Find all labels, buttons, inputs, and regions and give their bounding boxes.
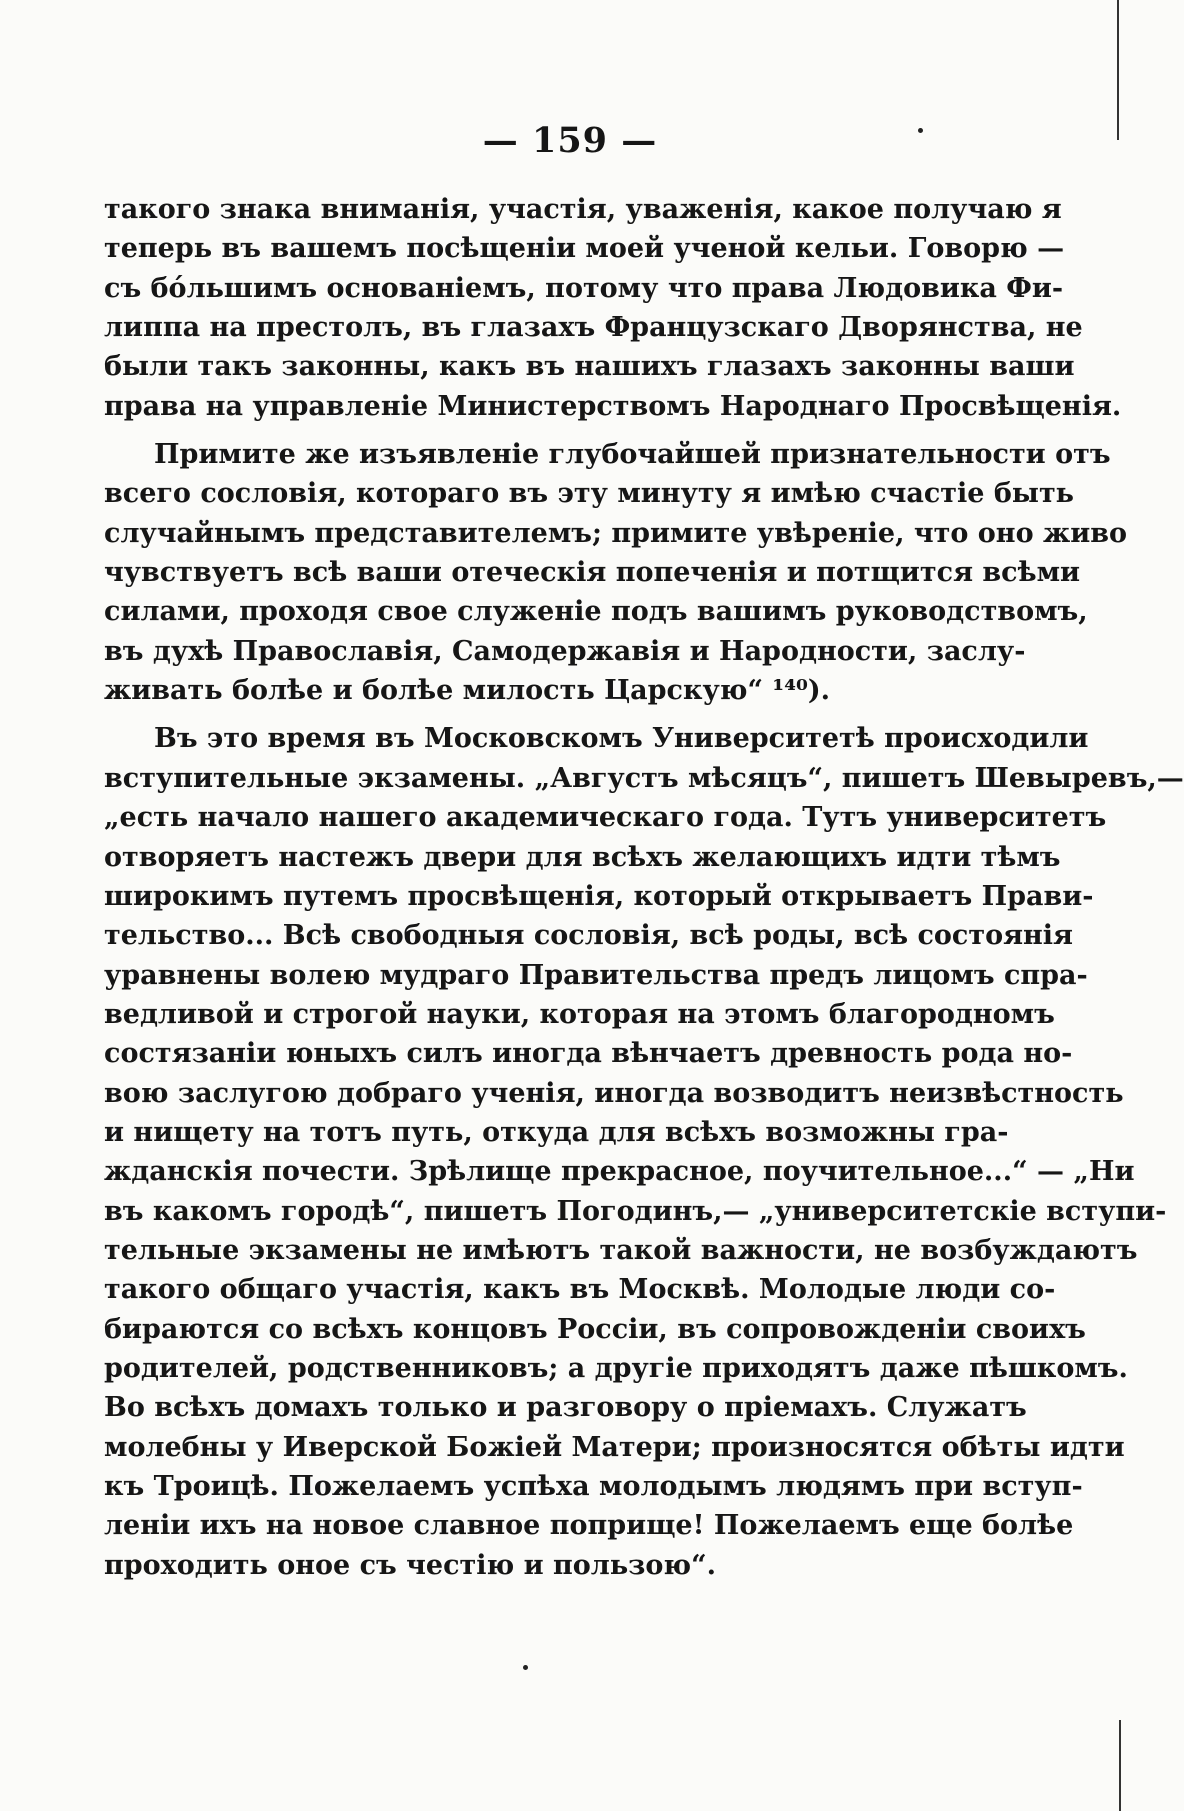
- text-line: проходить оное съ честію и пользою“.: [104, 1549, 717, 1581]
- text-line: тельные экзамены не имѣютъ такой важности, не возбуждаютъ: [104, 1234, 1138, 1266]
- text-line: и нищету на тотъ путь, откуда для всѣхъ возможны гра-: [104, 1116, 1009, 1148]
- text-line: молебны у Иверской Божіей Матери; произносятся обѣты идти: [104, 1431, 1125, 1463]
- text-line: Во всѣхъ домахъ только и разговору о пріемахъ. Служатъ: [104, 1392, 1027, 1424]
- page-number: — 159 —: [482, 120, 658, 161]
- text-line: липпа на престолъ, въ глазахъ Французскаго Дворянства, не: [104, 312, 1083, 344]
- text-line: къ Троицѣ. Пожелаемъ успѣха молодымъ людямъ при вступ-: [104, 1471, 1083, 1502]
- text-line: отворяетъ настежъ двери для всѣхъ желающихъ идти тѣмъ: [104, 841, 1061, 873]
- body-text: [104, 190, 1184, 1594]
- text-line: Въ это время въ Московскомъ Университетѣ происходили: [154, 723, 1089, 755]
- text-line: леніи ихъ на новое славное поприще! Пожелаемъ еще болѣе: [104, 1510, 1074, 1542]
- text-line: силами, проходя свое служеніе подъ вашимъ руководствомъ,: [104, 596, 1088, 628]
- text-line: широкимъ путемъ просвѣщенія, который открываетъ Прави-: [104, 880, 1094, 912]
- stray-ink-dot-bottom: [523, 1665, 528, 1670]
- text-line: съ бо́льшимъ основаніемъ, потому что права Людовика Фи-: [104, 272, 1064, 304]
- text-line: теперь въ вашемъ посѣщеніи моей ученой кельи. Говорю —: [104, 233, 1065, 265]
- paragraph-2: [104, 435, 1128, 710]
- text-line: вою заслугою добраго ученія, иногда возводитъ неизвѣстность: [104, 1077, 1124, 1109]
- text-line: чувствуетъ всѣ ваши отеческія попеченія и потщится всѣми: [104, 557, 1081, 589]
- text-line: бираются со всѣхъ концовъ Россіи, въ сопровожденіи своихъ: [104, 1313, 1086, 1345]
- text-line: всего сословія, котораго въ эту минуту я имѣю счастіе быть: [104, 478, 1074, 510]
- text-line: случайнымъ представителемъ; примите увѣреніе, что оно живо: [104, 517, 1128, 549]
- text-line: такого знака вниманія, участія, уваженія, какое получаю я: [104, 194, 1062, 225]
- paragraph-3: [104, 719, 1184, 1585]
- stray-ink-dot-top: [918, 128, 923, 133]
- page-edge-line-top: [1117, 0, 1119, 140]
- text-line: родителей, родственниковъ; а другіе приходятъ даже пѣшкомъ.: [104, 1352, 1128, 1384]
- text-line: Примите же изъявленіе глубочайшей признательности отъ: [154, 439, 1111, 471]
- text-line: жданскія почести. Зрѣлище прекрасное, поучительное...“ — „Ни: [104, 1156, 1135, 1188]
- text-line: права на управленіе Министерствомъ Народнаго Просвѣщенія.: [104, 390, 1122, 422]
- text-line: въ духѣ Православія, Самодержавія и Народности, заслу-: [104, 635, 1026, 667]
- text-line: живать болѣе и болѣе милость Царскую“ ¹⁴⁰).: [104, 675, 831, 707]
- text-line: состязаніи юныхъ силъ иногда вѣнчаетъ древность рода но-: [104, 1038, 1073, 1070]
- text-line: ведливой и строгой науки, которая на этомъ благородномъ: [104, 998, 1055, 1030]
- paragraph-1: [104, 190, 1122, 426]
- page-edge-line-bottom: [1119, 1720, 1121, 1811]
- text-line: тельство... Всѣ свободныя сословія, всѣ роды, всѣ состоянія: [104, 920, 1074, 952]
- text-line: такого общаго участія, какъ въ Москвѣ. Молодые люди со-: [104, 1274, 1056, 1306]
- text-line: „есть начало нашего академическаго года. Тутъ университетъ: [104, 802, 1107, 834]
- text-line: были такъ законны, какъ въ нашихъ глазахъ законны ваши: [104, 351, 1075, 383]
- text-line: въ какомъ городѣ“, пишетъ Погодинъ,— „университетскіе вступи-: [104, 1195, 1167, 1227]
- text-line: уравнены волею мудраго Правительства предъ лицомъ спра-: [104, 959, 1088, 991]
- text-line: вступительные экзамены. „Августъ мѣсяцъ“, пишетъ Шевыревъ,—: [104, 762, 1184, 794]
